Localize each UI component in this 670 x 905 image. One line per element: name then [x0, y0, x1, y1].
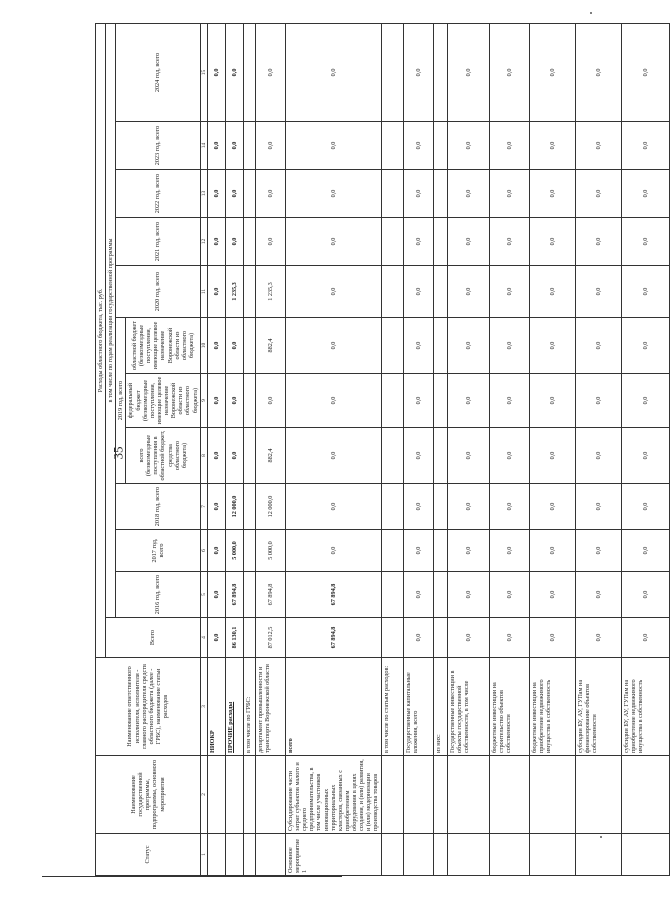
column-number: 5 — [200, 572, 207, 618]
table-cell-y2020: 0,0 — [489, 266, 529, 318]
table-cell-y2019_reg: 0,0 — [403, 318, 433, 374]
column-number: 2 — [200, 756, 207, 834]
table-cell-y2020: 0,0 — [529, 266, 575, 318]
column-number: 15 — [200, 23, 207, 121]
table-row — [207, 23, 225, 875]
table-cell-y2024: 0,0 — [207, 23, 225, 121]
table-cell-y2018: 0,0 — [575, 484, 621, 530]
table-cell-y2022: 0,0 — [255, 170, 285, 218]
header-2024: 2024 год, всего — [116, 23, 200, 121]
table-cell-y2017 — [381, 530, 403, 572]
table-cell-status: Основное мероприятие 1 — [285, 834, 381, 876]
table-cell-y2019_reg — [243, 318, 255, 374]
table-cell-total: 0,0 — [489, 618, 529, 658]
rotated-table-container — [95, 24, 649, 876]
table-cell-program — [447, 756, 489, 834]
header-by-years: в том числе по годам реализации государственной программы — [106, 23, 116, 617]
page-number: 35 — [110, 446, 126, 460]
table-cell-y2016 — [243, 572, 255, 618]
table-cell-y2020 — [433, 266, 447, 318]
column-number: 7 — [200, 484, 207, 530]
table-cell-y2017: 0,0 — [529, 530, 575, 572]
table-cell-executor: Государственные инвестиции в объекты государственной собственности, в том числе — [447, 658, 489, 756]
table-cell-y2016: 0,0 — [529, 572, 575, 618]
table-cell-y2024 — [243, 23, 255, 121]
table-cell-status — [225, 834, 243, 876]
column-number: 4 — [200, 618, 207, 658]
table-cell-y2023: 0,0 — [285, 122, 381, 170]
table-cell-y2018: 0,0 — [447, 484, 489, 530]
table-cell-y2021 — [243, 218, 255, 266]
table-cell-y2023: 0,0 — [621, 122, 669, 170]
table-cell-y2019_fed — [433, 374, 447, 428]
header-status: Статус — [96, 834, 201, 876]
header-executor: Наименование ответственного исполнителя, исполнителя - главного распорядителя средств областного бюджета (далее - ГРБС), наименование статьи расходов — [96, 658, 201, 756]
table-cell-y2024: 0,0 — [529, 23, 575, 121]
table-cell-status — [621, 834, 669, 876]
table-cell-y2019_fed: 0,0 — [489, 374, 529, 428]
scan-dot — [590, 12, 592, 14]
table-cell-y2019_reg: 0,0 — [621, 318, 669, 374]
table-row — [529, 23, 575, 875]
table-row — [575, 23, 621, 875]
table-cell-total: 0,0 — [207, 618, 225, 658]
table-cell-y2017: 0,0 — [285, 530, 381, 572]
header-2022: 2022 год, всего — [116, 170, 200, 218]
table-cell-program — [243, 756, 255, 834]
table-cell-y2019_fed — [381, 374, 403, 428]
header-2019-fed: федеральный бюджет (безвозмездные поступления, имеющие целевое назначение Воронежской области из областного бюджета) — [126, 374, 200, 428]
table-cell-y2022: 0,0 — [447, 170, 489, 218]
column-number: 10 — [200, 318, 207, 374]
table-cell-executor: Государственные капитальные вложения, всего — [403, 658, 433, 756]
table-cell-y2021: 0,0 — [529, 218, 575, 266]
table-cell-y2018: 0,0 — [285, 484, 381, 530]
table-cell-y2016: 0,0 — [621, 572, 669, 618]
table-cell-executor: всего — [285, 658, 381, 756]
table-cell-y2019_reg: 0,0 — [285, 318, 381, 374]
table-cell-y2016: 0,0 — [575, 572, 621, 618]
table-cell-y2019: 0,0 — [489, 428, 529, 484]
column-number: 6 — [200, 530, 207, 572]
table-cell-y2020: 0,0 — [621, 266, 669, 318]
table-cell-y2021 — [381, 218, 403, 266]
table-row — [447, 23, 489, 875]
table-cell-y2024: 0,0 — [447, 23, 489, 121]
table-cell-y2019_reg: 0,0 — [529, 318, 575, 374]
table-cell-y2021: 0,0 — [285, 218, 381, 266]
table-row — [403, 23, 433, 875]
table-cell-executor: бюджетные инвестиции на приобретение недвижимого имущества в собственность — [529, 658, 575, 756]
table-cell-program — [255, 756, 285, 834]
table-cell-program — [529, 756, 575, 834]
table-cell-y2021: 0,0 — [225, 218, 243, 266]
table-cell-program — [489, 756, 529, 834]
table-cell-y2017: 0,0 — [207, 530, 225, 572]
table-cell-y2019: 0,0 — [207, 428, 225, 484]
table-cell-y2019_fed: 0,0 — [447, 374, 489, 428]
table-cell-status — [403, 834, 433, 876]
table-cell-y2019_reg: 882,4 — [255, 318, 285, 374]
table-cell-y2018: 0,0 — [529, 484, 575, 530]
table-cell-y2019: 0,0 — [621, 428, 669, 484]
table-cell-y2017 — [243, 530, 255, 572]
table-cell-y2024: 0,0 — [403, 23, 433, 121]
table-cell-y2017: 5 000,0 — [255, 530, 285, 572]
table-cell-y2017: 0,0 — [575, 530, 621, 572]
table-cell-status — [243, 834, 255, 876]
table-cell-y2021: 0,0 — [575, 218, 621, 266]
table-cell-y2017 — [433, 530, 447, 572]
table-cell-y2016: 0,0 — [447, 572, 489, 618]
table-cell-y2023 — [433, 122, 447, 170]
table-cell-program — [225, 756, 243, 834]
header-row-1 — [96, 23, 106, 875]
table-cell-y2018: 0,0 — [489, 484, 529, 530]
table-row — [433, 23, 447, 875]
table-cell-y2019_reg — [433, 318, 447, 374]
table-cell-y2023: 0,0 — [575, 122, 621, 170]
table-cell-status — [489, 834, 529, 876]
table-cell-y2020 — [243, 266, 255, 318]
table-cell-y2024: 0,0 — [489, 23, 529, 121]
table-cell-y2021: 0,0 — [207, 218, 225, 266]
budget-table — [95, 23, 670, 876]
table-cell-y2019: 0,0 — [225, 428, 243, 484]
header-2019-reg: областной бюджет (безвозмездные поступления, имеющие целевое назначение Воронежской области из областного бюджета) — [126, 318, 200, 374]
table-cell-total: 0,0 — [403, 618, 433, 658]
table-cell-executor: субсидии БУ, АУ, ГУПам на приобретение недвижимого имущества в собственность — [621, 658, 669, 756]
table-cell-y2023: 0,0 — [403, 122, 433, 170]
table-cell-executor: из них: — [433, 658, 447, 756]
table-cell-program — [621, 756, 669, 834]
table-cell-y2017: 0,0 — [489, 530, 529, 572]
header-program: Наименование государственной программы, подпрограммы, основного мероприятия — [96, 756, 201, 834]
table-cell-y2022: 0,0 — [403, 170, 433, 218]
table-cell-y2016 — [381, 572, 403, 618]
table-cell-executor: бюджетные инвестиции на строительство объектов собственности — [489, 658, 529, 756]
column-number-row — [200, 23, 207, 875]
table-cell-y2019_reg: 0,0 — [225, 318, 243, 374]
table-cell-y2022: 0,0 — [529, 170, 575, 218]
table-cell-y2020 — [381, 266, 403, 318]
table-cell-y2021: 0,0 — [489, 218, 529, 266]
table-cell-y2022 — [381, 170, 403, 218]
table-cell-y2016 — [433, 572, 447, 618]
table-cell-y2019_fed: 0,0 — [255, 374, 285, 428]
table-cell-y2023: 0,0 — [255, 122, 285, 170]
table-cell-y2018 — [433, 484, 447, 530]
table-cell-y2018: 0,0 — [207, 484, 225, 530]
table-cell-y2018 — [243, 484, 255, 530]
table-cell-total: 0,0 — [447, 618, 489, 658]
table-cell-executor: субсидии БУ, АУ, ГУПам на финансирование объектов собственности — [575, 658, 621, 756]
table-cell-y2018: 12 000,0 — [255, 484, 285, 530]
table-cell-y2016: 67 894,8 — [225, 572, 243, 618]
table-cell-executor: в том числе по статьям расходов: — [381, 658, 403, 756]
header-2023: 2023 год, всего — [116, 122, 200, 170]
table-cell-status — [255, 834, 285, 876]
table-cell-y2019_reg — [381, 318, 403, 374]
table-cell-y2019 — [433, 428, 447, 484]
table-cell-total: 67 894,8 — [285, 618, 381, 658]
table-cell-status — [575, 834, 621, 876]
table-cell-executor: в том числе по ГРБС: — [243, 658, 255, 756]
table-cell-y2022: 0,0 — [489, 170, 529, 218]
table-cell-y2019_reg: 0,0 — [489, 318, 529, 374]
header-2019: 2019 год, всего — [116, 318, 126, 484]
table-cell-y2019_reg: 0,0 — [207, 318, 225, 374]
table-cell-y2021 — [433, 218, 447, 266]
table-cell-y2019 — [381, 428, 403, 484]
header-expenses: Расходы областного бюджета, тыс. руб. — [96, 23, 106, 657]
table-cell-y2019_fed: 0,0 — [529, 374, 575, 428]
table-cell-y2018: 12 000,0 — [225, 484, 243, 530]
table-cell-y2019: 0,0 — [403, 428, 433, 484]
table-cell-y2023: 0,0 — [207, 122, 225, 170]
table-cell-program — [575, 756, 621, 834]
table-cell-program — [403, 756, 433, 834]
header-2021: 2021 год, всего — [116, 218, 200, 266]
table-cell-y2019: 0,0 — [285, 428, 381, 484]
table-cell-y2016: 0,0 — [207, 572, 225, 618]
table-cell-y2022: 0,0 — [575, 170, 621, 218]
table-cell-y2022: 0,0 — [621, 170, 669, 218]
table-cell-y2019_reg: 0,0 — [575, 318, 621, 374]
header-2020: 2020 год, всего — [116, 266, 200, 318]
table-cell-y2018: 0,0 — [621, 484, 669, 530]
column-number: 8 — [200, 428, 207, 484]
table-cell-y2021: 0,0 — [403, 218, 433, 266]
table-cell-executor: НИОКР — [207, 658, 225, 756]
table-cell-y2023: 0,0 — [447, 122, 489, 170]
table-cell-total: 0,0 — [621, 618, 669, 658]
table-cell-total: 87 012,5 — [255, 618, 285, 658]
table-row — [243, 23, 255, 875]
table-cell-status — [207, 834, 225, 876]
table-cell-y2024: 0,0 — [285, 23, 381, 121]
table-cell-total: 0,0 — [529, 618, 575, 658]
table-cell-y2022 — [243, 170, 255, 218]
table-cell-executor: департамент промышленности и транспорта Воронежской области — [255, 658, 285, 756]
header-2019-total: всего (безвозмездные поступления в областной бюджет, средства областного бюджета) — [126, 428, 200, 484]
table-cell-y2019: 0,0 — [575, 428, 621, 484]
table-cell-y2016: 0,0 — [489, 572, 529, 618]
table-cell-y2020: 0,0 — [285, 266, 381, 318]
table-cell-y2018 — [381, 484, 403, 530]
table-cell-y2023: 0,0 — [225, 122, 243, 170]
table-cell-y2019_fed: 0,0 — [207, 374, 225, 428]
table-cell-y2022: 0,0 — [225, 170, 243, 218]
table-row — [381, 23, 403, 875]
table-cell-status — [447, 834, 489, 876]
column-number: 14 — [200, 122, 207, 170]
table-cell-y2016: 67 894,8 — [255, 572, 285, 618]
table-cell-y2020: 0,0 — [207, 266, 225, 318]
column-number: 1 — [200, 834, 207, 876]
table-cell-y2020: 0,0 — [403, 266, 433, 318]
table-cell-y2023: 0,0 — [529, 122, 575, 170]
table-cell-total — [243, 618, 255, 658]
table-cell-y2017: 0,0 — [403, 530, 433, 572]
table-cell-y2017: 0,0 — [447, 530, 489, 572]
table-cell-program — [381, 756, 403, 834]
table-cell-total: 0,0 — [575, 618, 621, 658]
table-cell-y2021: 0,0 — [255, 218, 285, 266]
table-cell-y2024: 0,0 — [575, 23, 621, 121]
table-cell-y2020: 1 235,3 — [225, 266, 243, 318]
table-cell-y2024: 0,0 — [255, 23, 285, 121]
table-cell-y2017: 0,0 — [621, 530, 669, 572]
table-cell-total — [433, 618, 447, 658]
table-cell-y2019: 0,0 — [529, 428, 575, 484]
table-cell-y2019_fed: 0,0 — [575, 374, 621, 428]
column-number: 11 — [200, 266, 207, 318]
column-number: 9 — [200, 374, 207, 428]
table-cell-program — [433, 756, 447, 834]
table-cell-program: Субсидирование части затрат субъектов малого и среднего предпринимательства, в том числе участников инновационных территориальных кластеров, связанных с приобретением оборудования в целях создания, и (или) развития, и (или) модернизации производства товаров — [285, 756, 381, 834]
header-total: Всего — [106, 618, 201, 658]
table-body — [207, 23, 669, 875]
table-cell-y2019_fed: 0,0 — [403, 374, 433, 428]
table-cell-y2022: 0,0 — [285, 170, 381, 218]
table-cell-y2022: 0,0 — [207, 170, 225, 218]
table-cell-status — [529, 834, 575, 876]
table-cell-y2022 — [433, 170, 447, 218]
table-cell-y2018: 0,0 — [403, 484, 433, 530]
table-cell-y2019_reg: 0,0 — [447, 318, 489, 374]
table-cell-y2016: 67 894,8 — [285, 572, 381, 618]
table-cell-y2019_fed — [243, 374, 255, 428]
table-cell-y2020: 1 235,3 — [255, 266, 285, 318]
table-cell-y2019 — [243, 428, 255, 484]
table-cell-y2023 — [243, 122, 255, 170]
table-row — [489, 23, 529, 875]
column-number: 3 — [200, 658, 207, 756]
table-cell-y2024 — [433, 23, 447, 121]
table-cell-total: 86 130,1 — [225, 618, 243, 658]
table-cell-y2016: 0,0 — [403, 572, 433, 618]
table-cell-y2024: 0,0 — [225, 23, 243, 121]
column-number: 12 — [200, 218, 207, 266]
header-2016: 2016 год, всего — [116, 572, 200, 618]
table-cell-status — [381, 834, 403, 876]
table-row — [225, 23, 243, 875]
table-cell-y2020: 0,0 — [575, 266, 621, 318]
header-2018: 2018 год, всего — [116, 484, 200, 530]
table-cell-y2017: 5 000,0 — [225, 530, 243, 572]
column-number: 13 — [200, 170, 207, 218]
table-cell-status — [433, 834, 447, 876]
table-cell-y2019_fed: 0,0 — [285, 374, 381, 428]
table-row — [255, 23, 285, 875]
table-cell-executor: ПРОЧИЕ расходы — [225, 658, 243, 756]
table-cell-y2019: 0,0 — [447, 428, 489, 484]
header-2017: 2017 год, всего — [116, 530, 200, 572]
table-cell-y2019_fed: 0,0 — [621, 374, 669, 428]
table-row — [285, 23, 381, 875]
table-cell-y2021: 0,0 — [447, 218, 489, 266]
table-cell-total — [381, 618, 403, 658]
table-cell-program — [207, 756, 225, 834]
table-cell-y2019_fed: 0,0 — [225, 374, 243, 428]
table-cell-y2020: 0,0 — [447, 266, 489, 318]
table-row — [621, 23, 669, 875]
bottom-rule — [42, 876, 342, 877]
table-cell-y2023: 0,0 — [489, 122, 529, 170]
table-cell-y2023 — [381, 122, 403, 170]
table-cell-y2024: 0,0 — [621, 23, 669, 121]
table-cell-y2021: 0,0 — [621, 218, 669, 266]
table-cell-y2019: 882,4 — [255, 428, 285, 484]
table-cell-y2024 — [381, 23, 403, 121]
